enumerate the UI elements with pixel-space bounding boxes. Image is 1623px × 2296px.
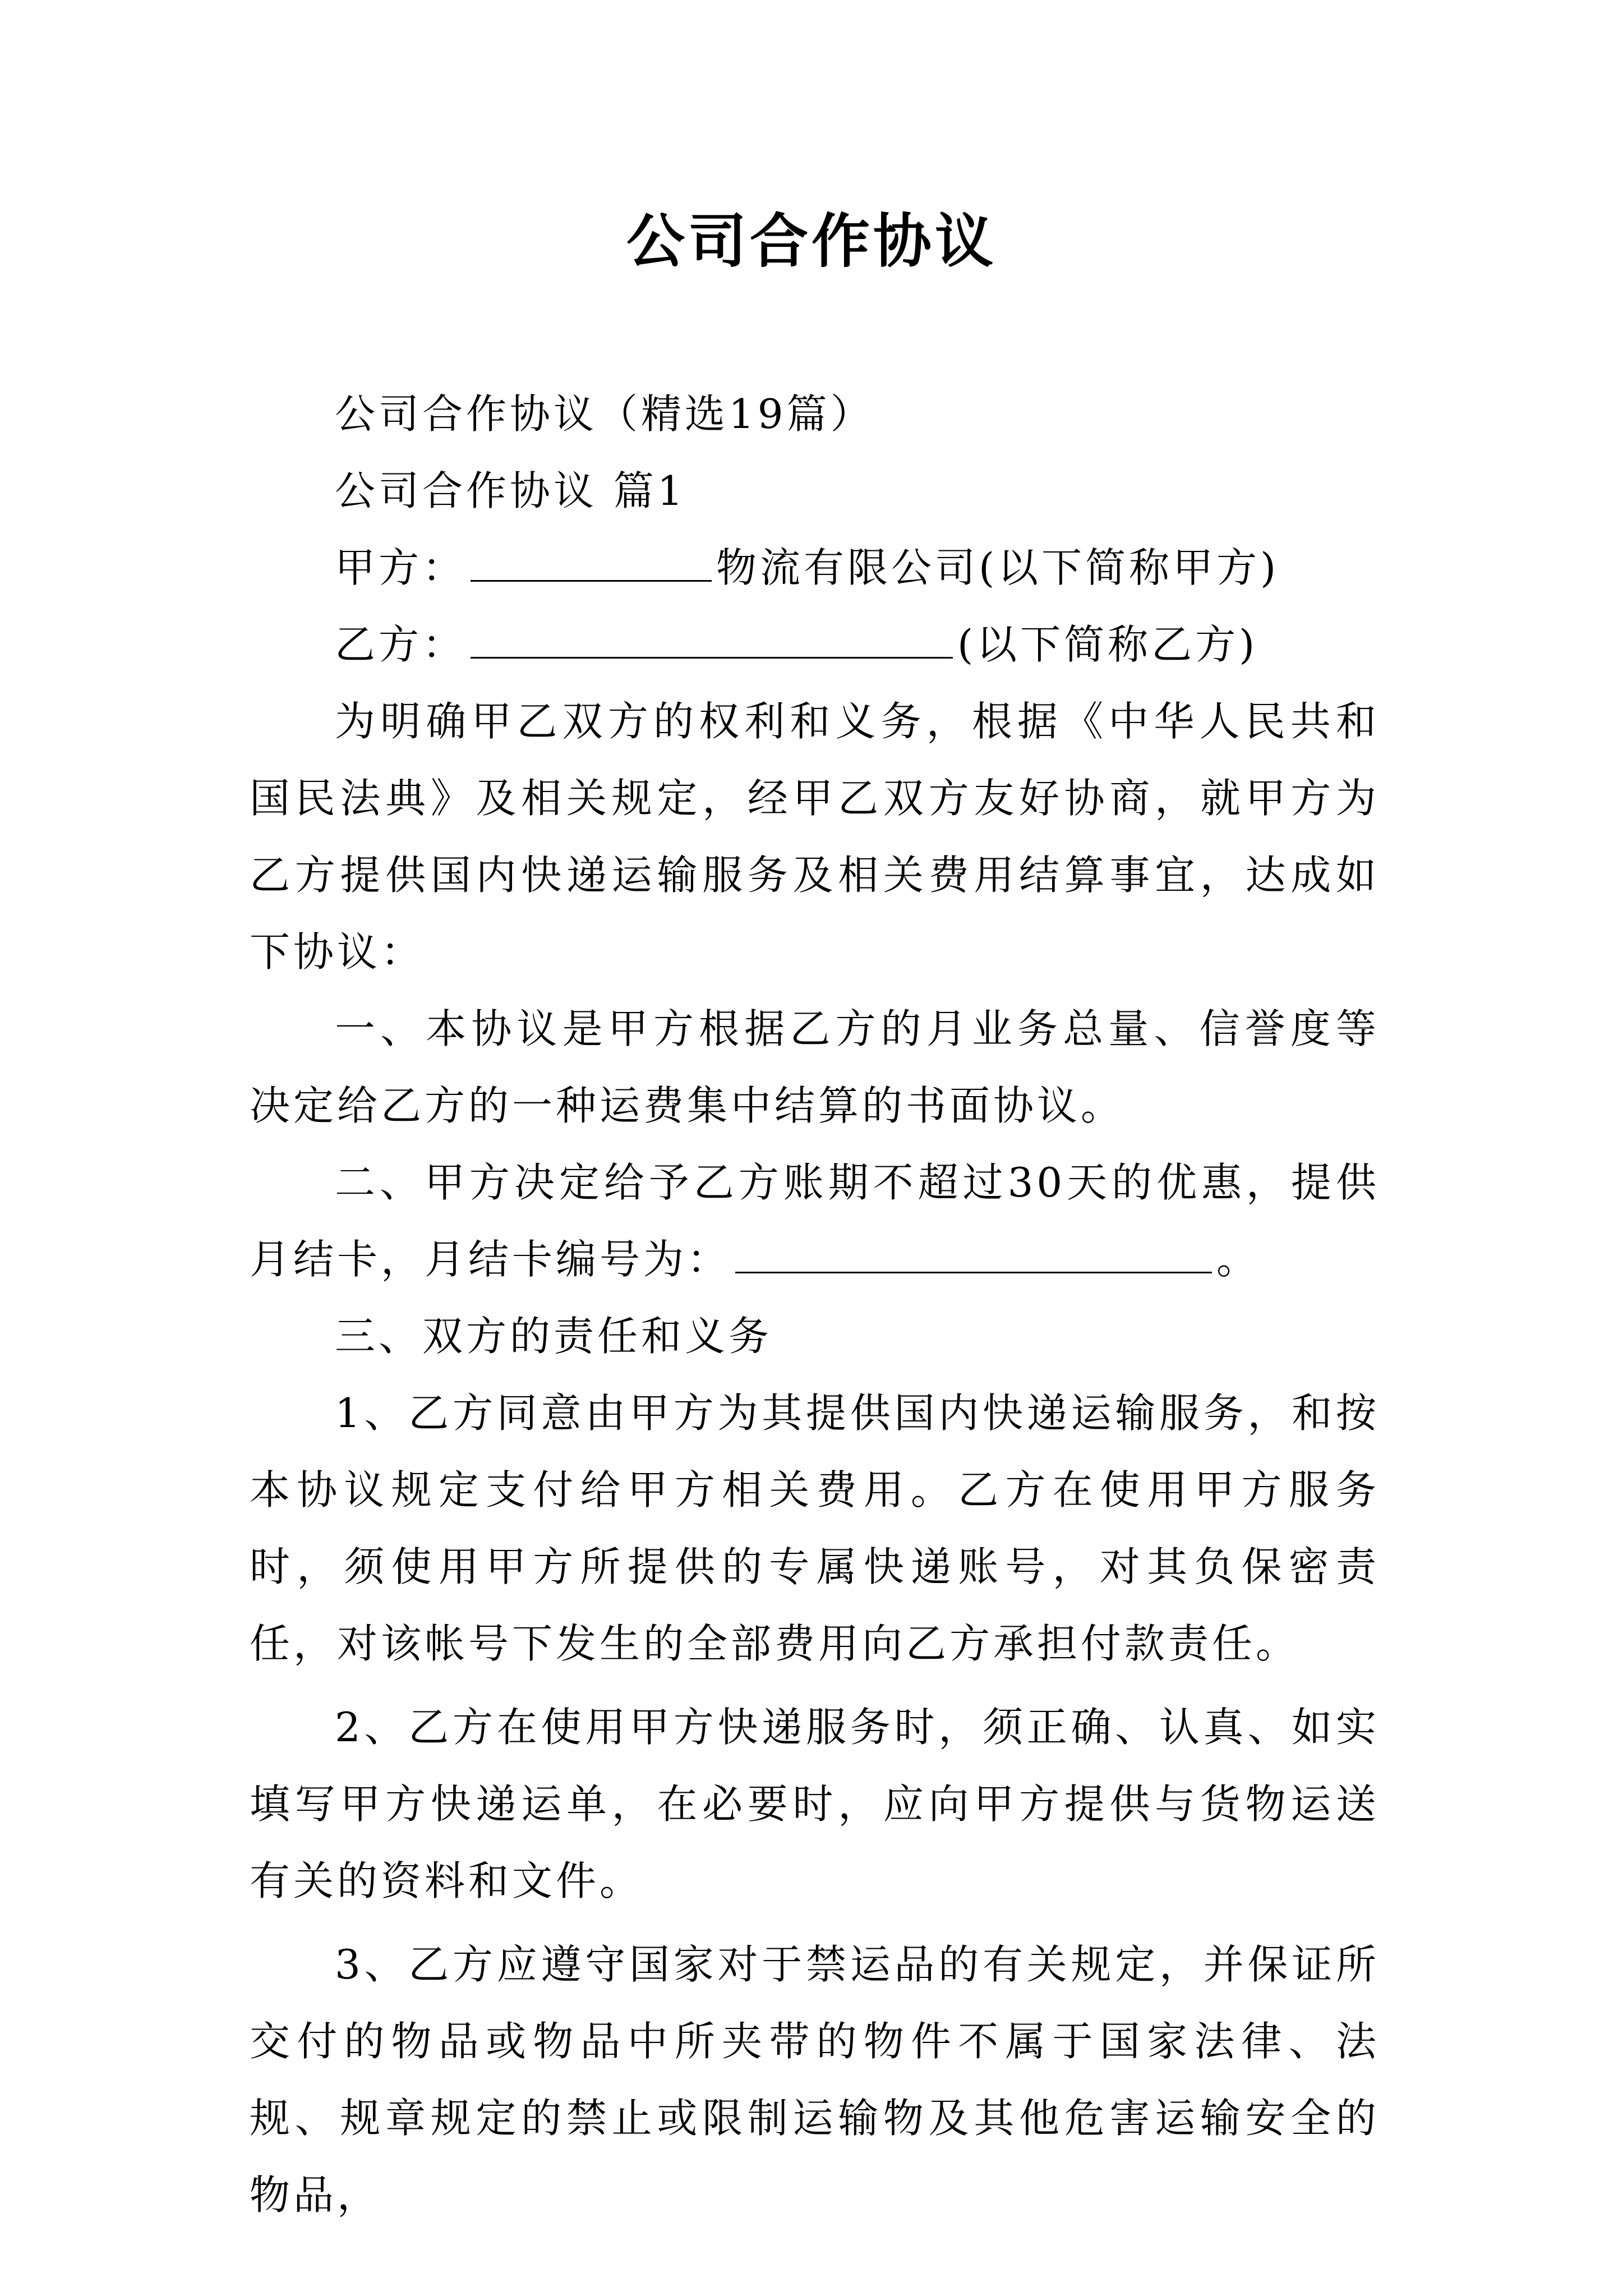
document-body (250, 376, 1380, 2234)
section-heading: 公司合作协议 篇1 (335, 467, 686, 514)
clause-2-text: 二、甲方决定给予乙方账期不超过30天的优惠，提供月结卡，月结卡编号为： (250, 1159, 1380, 1283)
party-a-blank (471, 546, 712, 582)
party-a-suffix: 物流有限公司(以下简称甲方) (716, 544, 1280, 591)
subtitle: 公司合作协议（精选19篇） (335, 390, 874, 438)
party-b-label: 乙方： (335, 621, 467, 668)
clause-2 (250, 1144, 1380, 1298)
party-a-line (250, 530, 1380, 606)
party-b-suffix: (以下简称乙方) (957, 621, 1258, 668)
party-b-blank (471, 623, 953, 659)
card-number-blank (735, 1238, 1212, 1273)
item-1: 1、乙方同意由甲方为其提供国内快递运输服务，和按本协议规定支付给甲方相关费用。乙方在使用甲方服务时，须使用甲方所提供的专属快递账号，对其负保密责任，对该帐号下发生的全部费用向乙方承担付款责任。 (250, 1389, 1380, 1667)
clause-2-end: 。 (1216, 1236, 1261, 1283)
intro-paragraph: 为明确甲乙双方的权利和义务，根据《中华人民共和国民法典》及相关规定，经甲乙双方友好协商，就甲方为乙方提供国内快递运输服务及相关费用结算事宜，达成如下协议： (250, 698, 1380, 976)
clause-1: 一、本协议是甲方根据乙方的月业务总量、信誉度等决定给乙方的一种运费集中结算的书面协议。 (250, 1005, 1380, 1129)
document-title: 公司合作协议 (626, 206, 997, 275)
item-3: 3、乙方应遵守国家对于禁运品的有关规定，并保证所交付的物品或物品中所夹带的物件不属于国家法律、法规、规章规定的禁止或限制运输物及其他危害运输安全的物品， (250, 1941, 1380, 2219)
party-a-label: 甲方： (335, 544, 467, 591)
clause-3: 三、双方的责任和义务 (335, 1313, 773, 1360)
item-2: 2、乙方在使用甲方快递服务时，须正确、认真、如实填写甲方快递运单，在必要时，应向甲方提供与货物运送有关的资料和文件。 (250, 1704, 1380, 1904)
party-b-line (250, 606, 1380, 683)
